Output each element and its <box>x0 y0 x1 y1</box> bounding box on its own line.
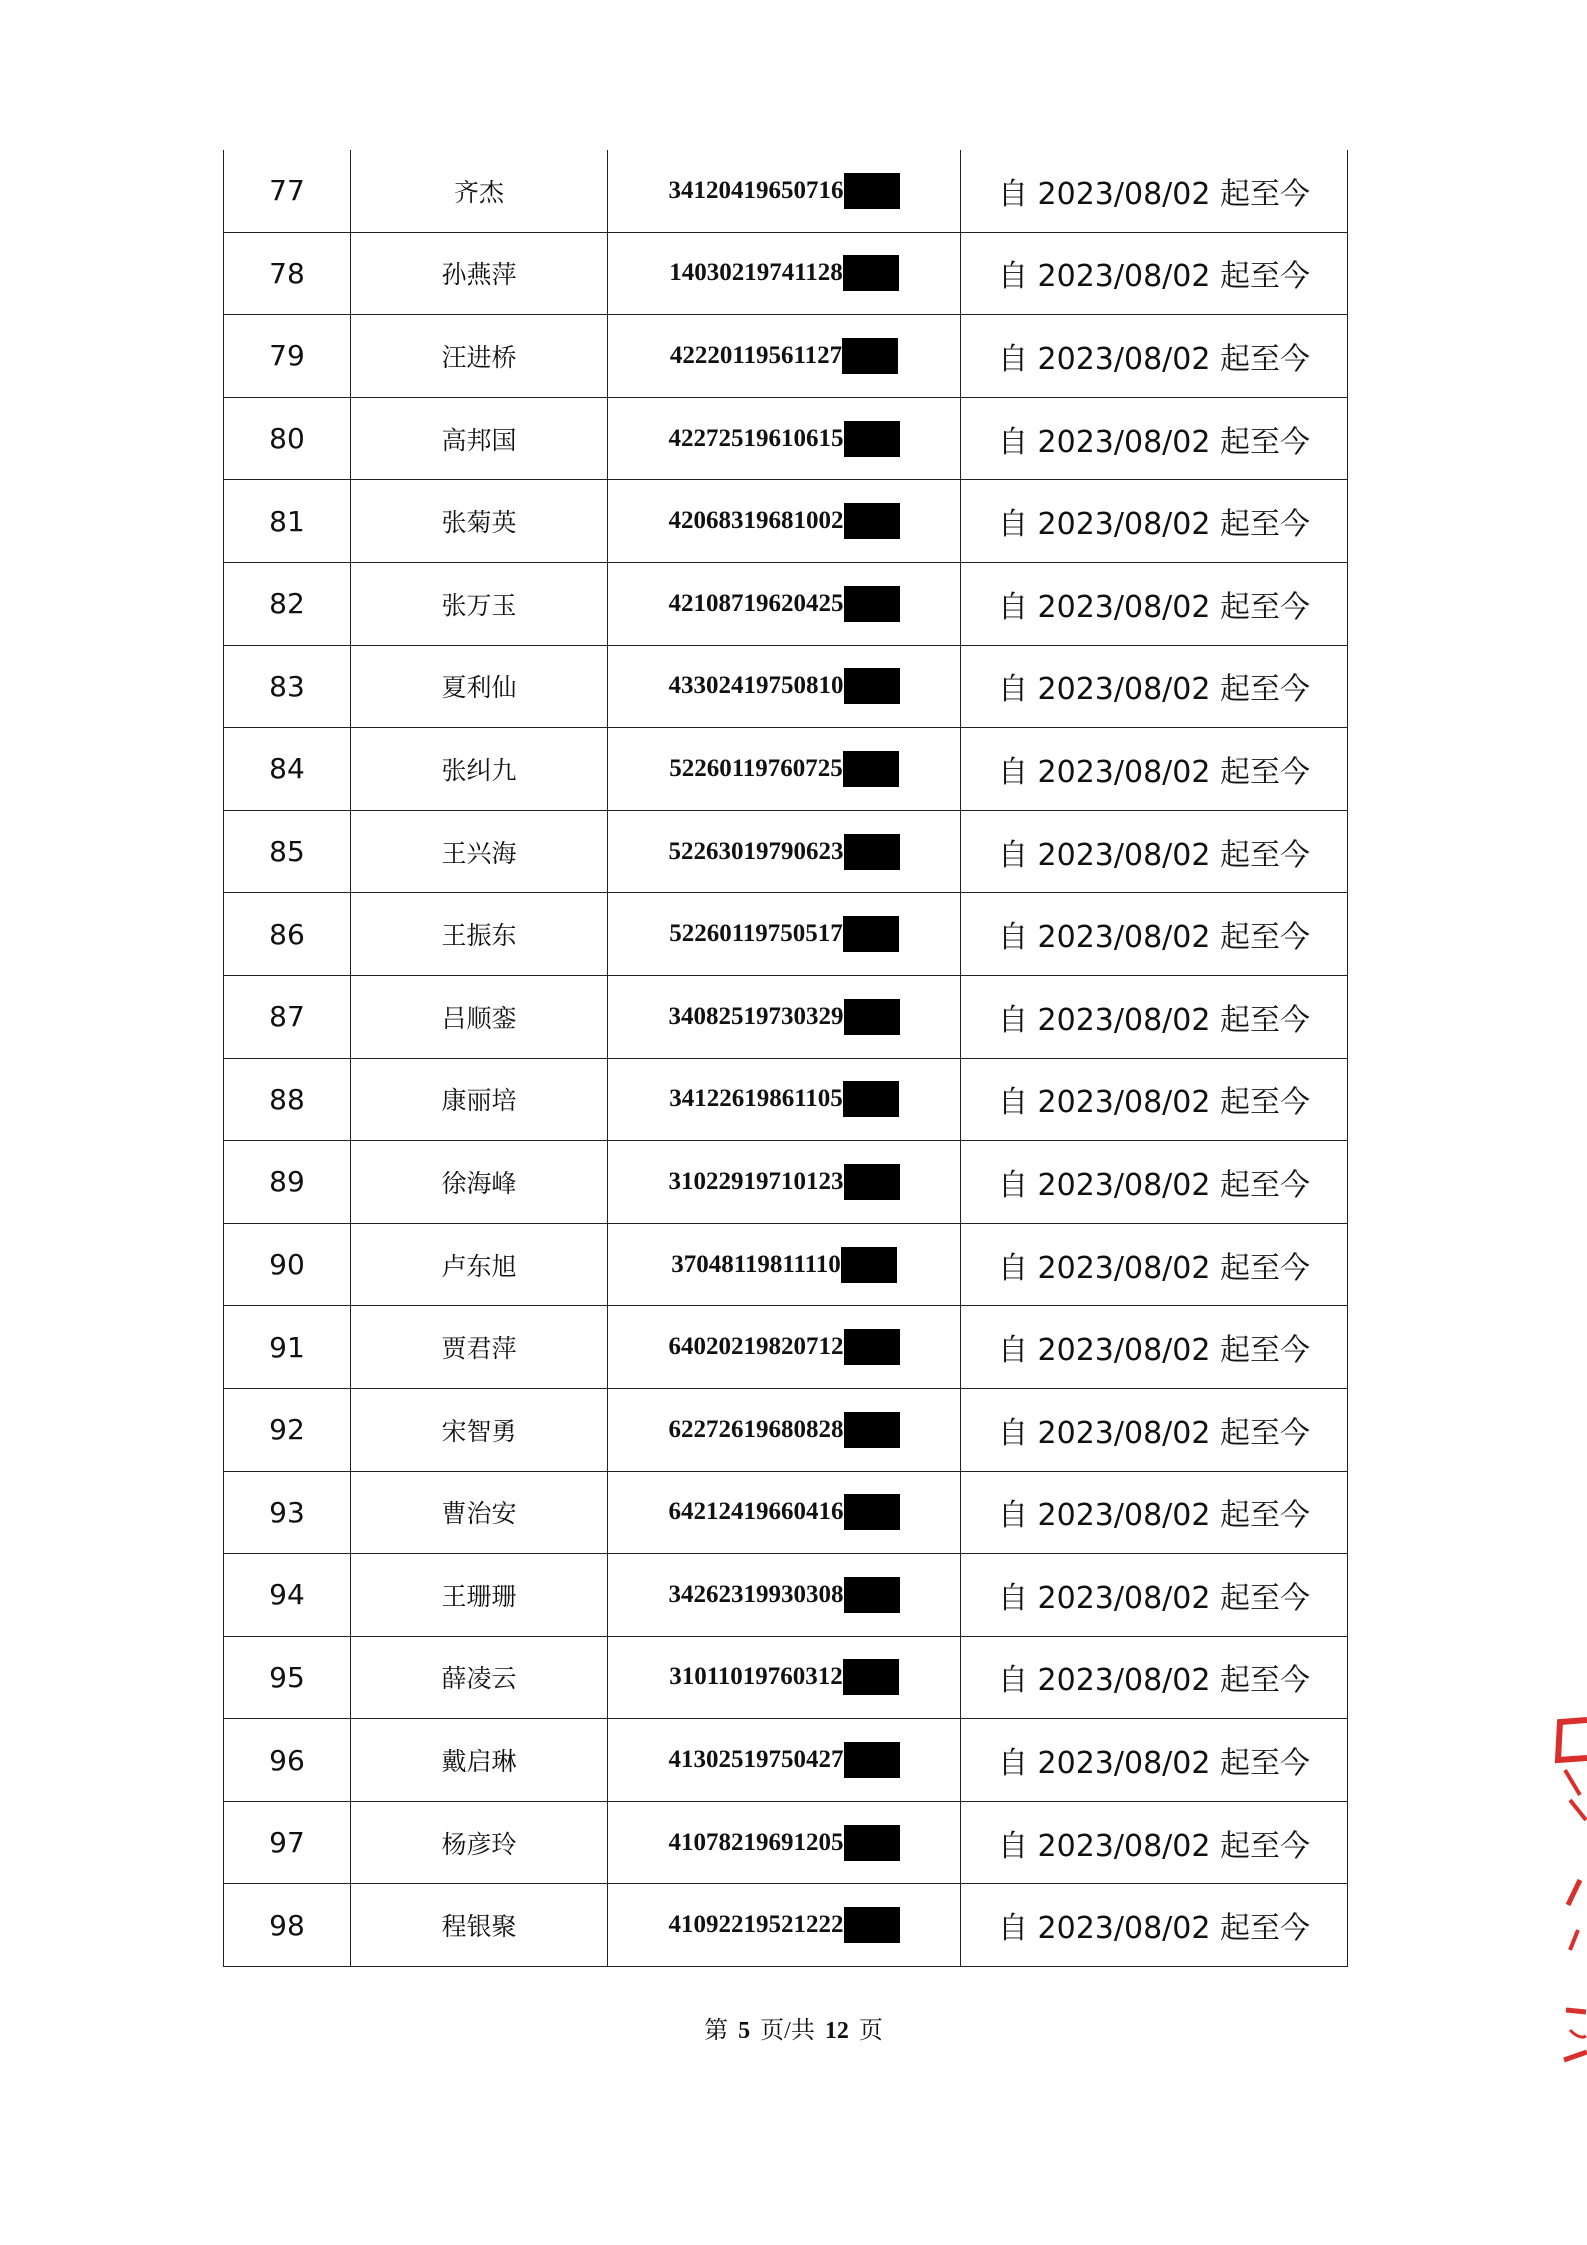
footer-prefix: 第 <box>704 2018 729 2044</box>
redaction-block <box>843 1081 899 1117</box>
person-name: 戴启琳 <box>351 1719 608 1802</box>
id-number-wrapper <box>669 1577 900 1613</box>
id-number-wrapper <box>671 1247 896 1283</box>
person-name: 孙燕萍 <box>351 232 608 315</box>
table-row <box>224 480 1348 563</box>
row-number: 83 <box>224 645 351 728</box>
effective-period: 自 2023/08/02 起至今 <box>961 1471 1348 1554</box>
redaction-block <box>844 586 900 622</box>
person-name: 康丽培 <box>351 1058 608 1141</box>
redaction-block <box>844 1412 900 1448</box>
id-number-cell <box>608 232 961 315</box>
table-row <box>224 893 1348 976</box>
id-number-wrapper <box>669 999 900 1035</box>
row-number: 89 <box>224 1141 351 1224</box>
table-row <box>224 728 1348 811</box>
id-number-wrapper <box>669 1494 900 1530</box>
id-number-wrapper <box>669 1412 900 1448</box>
redaction-block <box>844 173 900 209</box>
id-number-visible: 42220119561127 <box>669 341 843 369</box>
page-footer <box>0 2010 1587 2045</box>
redaction-block <box>844 1742 900 1778</box>
row-number: 82 <box>224 562 351 645</box>
id-number-visible: 41302519750427 <box>668 1746 844 1774</box>
id-number-visible: 52260119750517 <box>669 920 843 948</box>
table-row <box>224 232 1348 315</box>
effective-period: 自 2023/08/02 起至今 <box>961 232 1348 315</box>
id-number-cell <box>608 1141 961 1224</box>
row-number: 79 <box>224 315 351 398</box>
id-number-visible: 64212419660416 <box>668 1498 844 1526</box>
effective-period: 自 2023/08/02 起至今 <box>961 150 1348 232</box>
id-number-cell <box>608 150 961 232</box>
id-number-visible: 34120419650716 <box>668 176 844 204</box>
table-row <box>224 562 1348 645</box>
row-number: 80 <box>224 397 351 480</box>
effective-period: 自 2023/08/02 起至今 <box>961 397 1348 480</box>
table-row <box>224 1471 1348 1554</box>
row-number: 84 <box>224 728 351 811</box>
id-number-wrapper <box>669 916 899 952</box>
person-name: 齐杰 <box>351 150 608 232</box>
effective-period: 自 2023/08/02 起至今 <box>961 975 1348 1058</box>
id-number-wrapper <box>669 1825 900 1861</box>
id-number-wrapper <box>669 1164 900 1200</box>
effective-period: 自 2023/08/02 起至今 <box>961 1636 1348 1719</box>
person-name: 张菊英 <box>351 480 608 563</box>
official-seal-fragment <box>1520 1700 1587 2080</box>
effective-period: 自 2023/08/02 起至今 <box>961 1719 1348 1802</box>
redaction-block <box>844 834 900 870</box>
row-number: 92 <box>224 1388 351 1471</box>
id-number-cell <box>608 1388 961 1471</box>
row-number: 86 <box>224 893 351 976</box>
effective-period: 自 2023/08/02 起至今 <box>961 645 1348 728</box>
table-row <box>224 1223 1348 1306</box>
id-number-visible: 52260119760725 <box>669 754 843 782</box>
row-number: 77 <box>224 150 351 232</box>
effective-period: 自 2023/08/02 起至今 <box>961 1884 1348 1967</box>
effective-period: 自 2023/08/02 起至今 <box>961 1554 1348 1637</box>
redaction-block <box>844 1577 900 1613</box>
redaction-block <box>843 1659 899 1695</box>
id-number-wrapper <box>669 586 900 622</box>
row-number: 96 <box>224 1719 351 1802</box>
person-name: 曹治安 <box>351 1471 608 1554</box>
row-number: 93 <box>224 1471 351 1554</box>
table-row <box>224 1306 1348 1389</box>
effective-period: 自 2023/08/02 起至今 <box>961 315 1348 398</box>
person-name: 宋智勇 <box>351 1388 608 1471</box>
id-number-cell <box>608 1884 961 1967</box>
row-number: 87 <box>224 975 351 1058</box>
effective-period: 自 2023/08/02 起至今 <box>961 1388 1348 1471</box>
redaction-block <box>844 1164 900 1200</box>
table-row <box>224 975 1348 1058</box>
row-number: 90 <box>224 1223 351 1306</box>
id-number-wrapper <box>669 173 900 209</box>
id-number-cell <box>608 1719 961 1802</box>
person-name: 杨彦玲 <box>351 1801 608 1884</box>
footer-current-page: 5 <box>738 2018 751 2044</box>
table-row <box>224 810 1348 893</box>
id-number-cell <box>608 1636 961 1719</box>
person-name: 王振东 <box>351 893 608 976</box>
id-number-wrapper <box>669 1081 899 1117</box>
person-name: 张纠九 <box>351 728 608 811</box>
id-number-cell <box>608 397 961 480</box>
row-number: 98 <box>224 1884 351 1967</box>
id-number-cell <box>608 1306 961 1389</box>
id-number-visible: 42108719620425 <box>668 589 844 617</box>
effective-period: 自 2023/08/02 起至今 <box>961 480 1348 563</box>
person-name: 徐海峰 <box>351 1141 608 1224</box>
id-number-cell <box>608 810 961 893</box>
id-number-visible: 62272619680828 <box>668 1415 844 1443</box>
redaction-block <box>844 421 900 457</box>
effective-period: 自 2023/08/02 起至今 <box>961 1223 1348 1306</box>
redaction-block <box>844 1907 900 1943</box>
id-number-cell <box>608 480 961 563</box>
effective-period: 自 2023/08/02 起至今 <box>961 1306 1348 1389</box>
id-number-cell <box>608 975 961 1058</box>
person-name: 王珊珊 <box>351 1554 608 1637</box>
row-number: 97 <box>224 1801 351 1884</box>
person-name: 汪进桥 <box>351 315 608 398</box>
id-number-cell <box>608 562 961 645</box>
redaction-block <box>844 1494 900 1530</box>
id-number-cell <box>608 728 961 811</box>
effective-period: 自 2023/08/02 起至今 <box>961 1141 1348 1224</box>
id-number-visible: 43302419750810 <box>668 672 844 700</box>
effective-period: 自 2023/08/02 起至今 <box>961 810 1348 893</box>
id-number-cell <box>608 893 961 976</box>
id-number-visible: 34262319930308 <box>668 1580 844 1608</box>
roster-table-body <box>224 150 1348 1967</box>
redaction-block <box>843 255 899 291</box>
id-number-visible: 14030219741128 <box>669 259 843 287</box>
table-row <box>224 150 1348 232</box>
effective-period: 自 2023/08/02 起至今 <box>961 728 1348 811</box>
id-number-visible: 42068319681002 <box>668 507 844 535</box>
person-name: 夏利仙 <box>351 645 608 728</box>
person-name: 程银聚 <box>351 1884 608 1967</box>
id-number-cell <box>608 315 961 398</box>
table-row <box>224 1388 1348 1471</box>
id-number-visible: 64020219820712 <box>668 1333 844 1361</box>
id-number-wrapper <box>669 255 899 291</box>
table-row <box>224 1884 1348 1967</box>
id-number-visible: 41078219691205 <box>668 1828 844 1856</box>
redaction-block <box>842 338 898 374</box>
person-name: 薛凌云 <box>351 1636 608 1719</box>
person-name: 张万玉 <box>351 562 608 645</box>
row-number: 91 <box>224 1306 351 1389</box>
person-name: 王兴海 <box>351 810 608 893</box>
id-number-visible: 41092219521222 <box>668 1911 844 1939</box>
redaction-block <box>844 1329 900 1365</box>
id-number-wrapper <box>669 668 900 704</box>
table-row <box>224 1719 1348 1802</box>
id-number-visible: 42272519610615 <box>668 424 844 452</box>
redaction-block <box>843 751 899 787</box>
redaction-block <box>844 1825 900 1861</box>
person-name: 贾君萍 <box>351 1306 608 1389</box>
redaction-block <box>841 1247 897 1283</box>
id-number-wrapper <box>669 1659 899 1695</box>
footer-middle: 页/共 <box>760 2018 815 2044</box>
id-number-visible: 31022919710123 <box>668 1167 844 1195</box>
id-number-wrapper <box>669 503 900 539</box>
table-row <box>224 1636 1348 1719</box>
person-name: 吕顺銮 <box>351 975 608 1058</box>
table-row <box>224 1801 1348 1884</box>
id-number-cell <box>608 1554 961 1637</box>
row-number: 95 <box>224 1636 351 1719</box>
footer-total-pages: 12 <box>824 2018 849 2044</box>
id-number-visible: 34082519730329 <box>668 1002 844 1030</box>
id-number-wrapper <box>669 421 900 457</box>
id-number-wrapper <box>669 1329 900 1365</box>
table-row <box>224 1554 1348 1637</box>
roster-table <box>223 150 1348 1967</box>
table-row <box>224 645 1348 728</box>
id-number-visible: 37048119811110 <box>671 1250 841 1278</box>
table-row <box>224 315 1348 398</box>
person-name: 高邦国 <box>351 397 608 480</box>
id-number-wrapper <box>669 1742 900 1778</box>
id-number-cell <box>608 645 961 728</box>
id-number-cell <box>608 1801 961 1884</box>
table-row <box>224 1141 1348 1224</box>
row-number: 94 <box>224 1554 351 1637</box>
row-number: 78 <box>224 232 351 315</box>
id-number-visible: 31011019760312 <box>669 1663 843 1691</box>
id-number-cell <box>608 1223 961 1306</box>
id-number-wrapper <box>669 751 899 787</box>
row-number: 85 <box>224 810 351 893</box>
effective-period: 自 2023/08/02 起至今 <box>961 562 1348 645</box>
table-row <box>224 397 1348 480</box>
redaction-block <box>844 668 900 704</box>
id-number-cell <box>608 1058 961 1141</box>
effective-period: 自 2023/08/02 起至今 <box>961 1801 1348 1884</box>
id-number-visible: 34122619861105 <box>669 1085 843 1113</box>
redaction-block <box>844 503 900 539</box>
redaction-block <box>844 999 900 1035</box>
id-number-visible: 52263019790623 <box>668 837 844 865</box>
id-number-cell <box>608 1471 961 1554</box>
row-number: 81 <box>224 480 351 563</box>
table-row <box>224 1058 1348 1141</box>
id-number-wrapper <box>669 834 900 870</box>
row-number: 88 <box>224 1058 351 1141</box>
id-number-wrapper <box>669 1907 900 1943</box>
footer-suffix: 页 <box>858 2018 883 2044</box>
person-name: 卢东旭 <box>351 1223 608 1306</box>
id-number-wrapper <box>670 338 898 374</box>
effective-period: 自 2023/08/02 起至今 <box>961 1058 1348 1141</box>
effective-period: 自 2023/08/02 起至今 <box>961 893 1348 976</box>
redaction-block <box>843 916 899 952</box>
